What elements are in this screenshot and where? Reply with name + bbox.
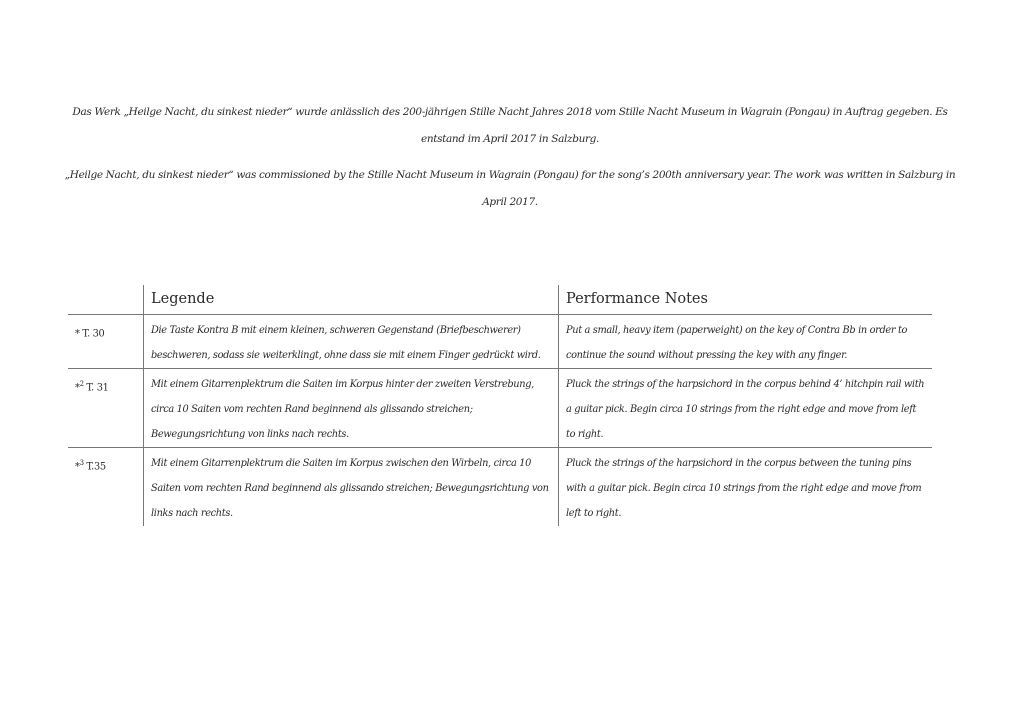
cell-legende: Mit einem Gitarrenplektrum die Saiten im Korpus hinter der zweiten Verstrebung, circa 10 Saiten vom rechten Rand beginnend als glissando streichen; Bewegungsrichtung von links nach rechts. [144, 369, 559, 448]
header-legende: Legende [144, 285, 559, 315]
header-marker [68, 285, 144, 315]
row-marker [68, 315, 144, 369]
header-performance-notes: Performance Notes [559, 285, 933, 315]
marker-asterisk: * [75, 328, 80, 340]
intro-english: „Heilge Nacht, du sinkest nieder“ was commissioned by the Stille Nacht Museum in Wagrain (Pongau) for the song’s 200th anniversary year. The work was written in Salzburg in April 2017. [64, 168, 956, 208]
marker-superscript: 3 [79, 459, 84, 467]
cell-performance-notes: Pluck the strings of the harpsichord in the corpus between the tuning pins with a guitar pick. Begin circa 10 strings from the right edge and move from left to right. [559, 448, 933, 527]
table-row [68, 448, 932, 527]
table-header-row [68, 285, 932, 315]
row-marker [68, 448, 144, 527]
marker-asterisk: * [75, 461, 80, 473]
marker-bar: T. 30 [79, 328, 105, 340]
table-row [68, 369, 932, 448]
cell-legende: Mit einem Gitarrenplektrum die Saiten im Korpus zwischen den Wirbeln, circa 10 Saiten vom rechten Rand beginnend als glissando streichen; Bewegungsrichtung von links nach rechts. [144, 448, 559, 527]
cell-performance-notes: Put a small, heavy item (paperweight) on the key of Contra Bb in order to continue the sound without pressing the key with any finger. [559, 315, 933, 369]
intro-german: Das Werk „Heilge Nacht, du sinkest nieder“ wurde anlässlich des 200-jährigen Stille Nacht Jahres 2018 vom Stille Nacht Museum in Wagrain (Pongau) in Auftrag gegeben. Es entstand im April 2017 in Salzburg. [72, 105, 948, 145]
cell-performance-notes: Pluck the strings of the harpsichord in the corpus behind 4’ hitchpin rail with a guitar pick. Begin circa 10 strings from the right edge and move from left to right. [559, 369, 933, 448]
marker-bar: T.35 [83, 461, 106, 473]
marker-superscript: 2 [79, 380, 84, 388]
legend-table [68, 285, 932, 526]
cell-legende: Die Taste Kontra B mit einem kleinen, schweren Gegenstand (Briefbeschwerer) beschweren, sodass sie weiterklingt, ohne dass sie mit einem Finger gedrückt wird. [144, 315, 559, 369]
row-marker [68, 369, 144, 448]
table-row [68, 315, 932, 369]
marker-asterisk: * [75, 382, 80, 394]
marker-bar: T. 31 [83, 382, 109, 394]
